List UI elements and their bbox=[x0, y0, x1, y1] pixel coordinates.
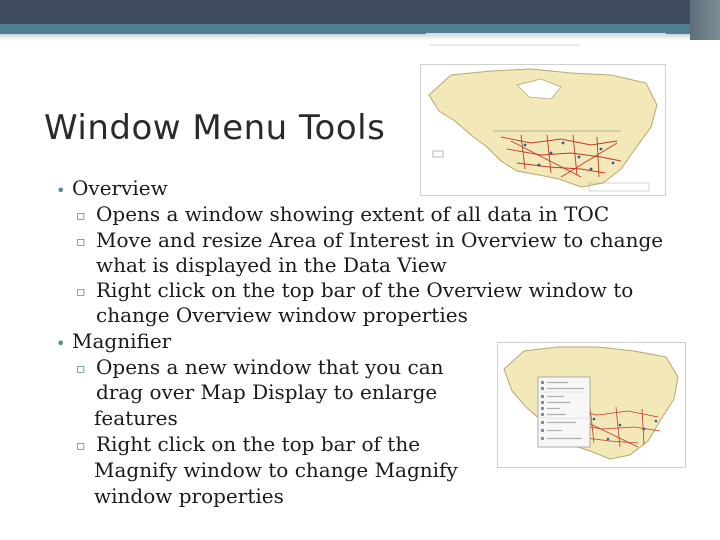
header-accent-line bbox=[426, 33, 666, 35]
sub-bullet-line: Right click on the top bar of the Overview window to bbox=[96, 278, 634, 302]
overview-map-image bbox=[420, 64, 666, 196]
bullet-marker: • bbox=[56, 181, 66, 200]
sub-bullet-line: window properties bbox=[94, 484, 284, 508]
sub-bullet-line: Opens a new window that you can bbox=[96, 355, 444, 379]
bullet-marker: • bbox=[56, 334, 66, 353]
sub-bullet-line: Opens a window showing extent of all data in TOC bbox=[96, 202, 610, 226]
header-corner-accent bbox=[690, 0, 720, 40]
sub-bullet-marker: ▫ bbox=[76, 208, 86, 224]
sub-bullet-marker: ▫ bbox=[76, 438, 86, 454]
sub-bullet-line: features bbox=[94, 406, 178, 430]
slide-title: Window Menu Tools bbox=[44, 108, 386, 148]
sub-bullet-line: drag over Map Display to enlarge bbox=[96, 380, 438, 404]
magnifier-map-image bbox=[497, 342, 686, 468]
sub-bullet-marker: ▫ bbox=[76, 234, 86, 250]
sub-bullet-line: change Overview window properties bbox=[96, 303, 468, 327]
sub-bullet-marker: ▫ bbox=[76, 284, 86, 300]
bullet-magnifier: Magnifier bbox=[72, 329, 172, 353]
header-accent-line-2 bbox=[430, 44, 580, 46]
header-band-dark bbox=[0, 0, 720, 24]
sub-bullet-marker: ▫ bbox=[76, 361, 86, 377]
bullet-overview: Overview bbox=[72, 176, 168, 200]
sub-bullet-line: what is displayed in the Data View bbox=[96, 253, 447, 277]
sub-bullet-line: Move and resize Area of Interest in Overview to change bbox=[96, 228, 664, 252]
sub-bullet-line: Right click on the top bar of the bbox=[96, 432, 421, 456]
sub-bullet-line: Magnify window to change Magnify bbox=[94, 458, 458, 482]
